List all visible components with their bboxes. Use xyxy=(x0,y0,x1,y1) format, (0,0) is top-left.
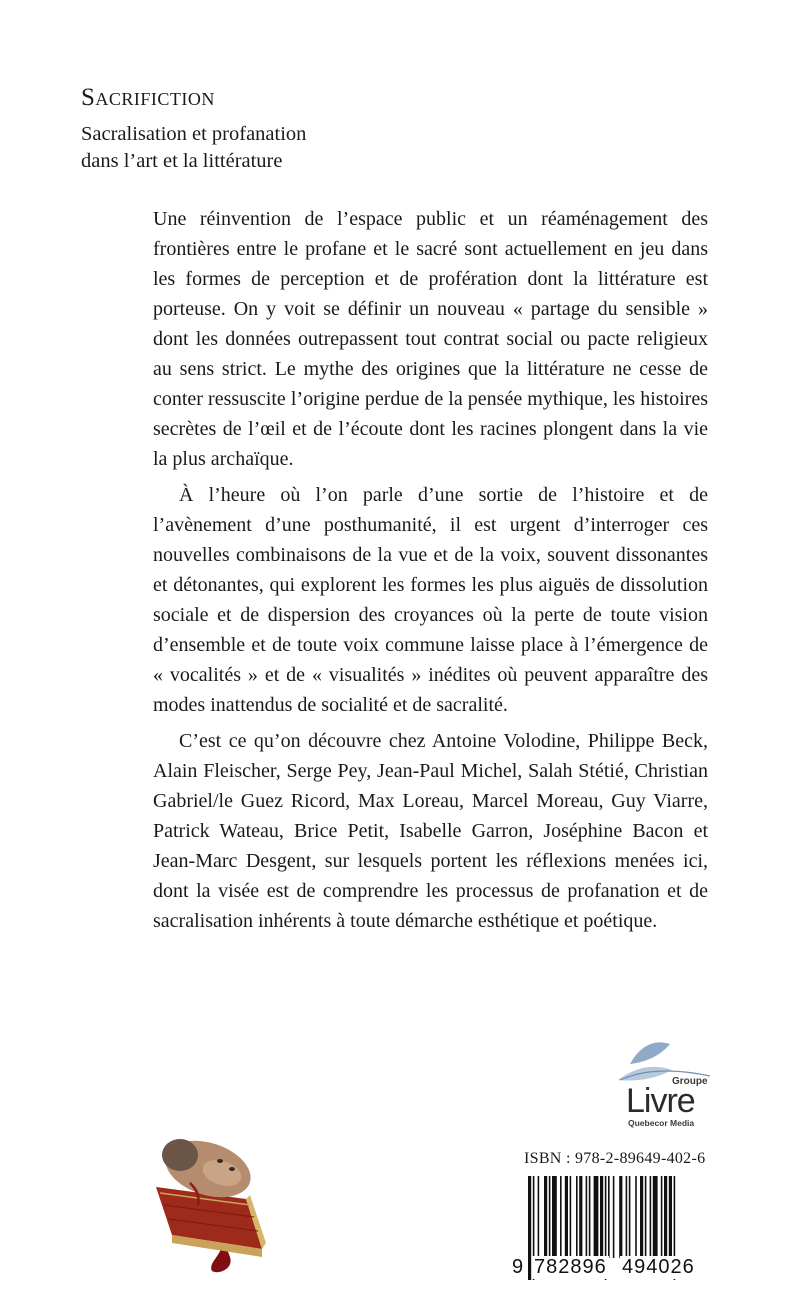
barcode-bar xyxy=(608,1176,610,1258)
barcode-bar xyxy=(640,1176,643,1258)
cover-illustration xyxy=(150,1125,280,1275)
barcode-bar xyxy=(600,1176,603,1258)
barcode-digit-first: 9 xyxy=(512,1256,524,1278)
barcode-bar xyxy=(661,1176,663,1258)
blurb-paragraph-3: C’est ce qu’on découvre chez Antoine Volodine, Philippe Beck, Alain Fleischer, Serge Pey, Jean-Paul Michel, Salah Stétié, Christian Gabriel/le Guez Ricord, Max Loreau, Marcel Moreau, Guy Viarre, Patrick Wateau, Brice Petit, Isabelle Garron, Joséphine Bacon et Jean-Marc Desgent, sur lesquels portent les réflexions menées ici, dont la visée est de comprendre les processus de profanation et de sacralisation inhérents à toute démarche esthétique et poétique. xyxy=(153,730,708,932)
barcode-bar xyxy=(594,1176,599,1258)
barcode-bar xyxy=(613,1176,615,1258)
barcode-bar xyxy=(544,1176,547,1258)
barcode-bar xyxy=(576,1176,578,1258)
blurb-paragraph-2: À l’heure où l’on parle d’une sortie de l’histoire et de l’avènement d’une posthumanité, il est urgent d’interroger ces nouvelles combinaisons de la vue et de la voix, souvent dissonantes et détonantes, qui explorent les formes les plus aiguës de dissolution sociale et de dispersion des croyances où la perte de toute vision d’ensemble et de toute voix commune laisse place à l’émergence de « vocalités » et de « visualités » inédites où peuvent apparaître des modes inattendus de socialité et de sacralité. xyxy=(153,484,708,716)
book-subtitle xyxy=(81,121,401,175)
barcode-bar xyxy=(549,1176,551,1258)
subtitle-line-1: Sacralisation et profanation xyxy=(81,123,307,145)
barcode-digits xyxy=(512,1254,716,1284)
blurb-text xyxy=(153,204,708,942)
barcode-bar xyxy=(650,1176,652,1258)
barcode-bar xyxy=(589,1176,591,1258)
barcode-digits-left: 782896 xyxy=(534,1256,607,1278)
barcode-bar xyxy=(629,1176,631,1258)
blurb-paragraph-1: Une réinvention de l’espace public et un réaménagement des frontières entre le profane et le sacré sont actuellement en jeu dans les formes de perception et de profération dont la littérature est porteuse. On y voit se définir un nouveau « partage du sensible » dont les données outrepassent tout contrat social ou pacte religieux au sens strict. Le mythe des origines que la littérature ne cesse de conter ressuscite l’origine perdue de la pensée mythique, les histoires secrètes de l’œil et de l’écoute dont les racines plongent dans la vie la plus archaïque. xyxy=(153,208,708,470)
barcode-bar xyxy=(565,1176,568,1258)
barcode-bar xyxy=(635,1176,637,1258)
barcode-bar xyxy=(538,1176,540,1258)
logo-groupe-text: Groupe xyxy=(672,1076,708,1087)
book-title: Sacrifiction xyxy=(81,84,215,111)
logo-livre-text: Livre xyxy=(626,1082,695,1120)
barcode-bar xyxy=(586,1176,588,1258)
isbn-label: ISBN : 978-2-89649-402-6 xyxy=(524,1150,706,1167)
barcode-bar xyxy=(570,1176,572,1258)
publisher-logo xyxy=(612,1040,722,1126)
barcode-bar xyxy=(669,1176,672,1258)
barcode-bar xyxy=(619,1176,622,1258)
barcode-bar xyxy=(645,1176,647,1258)
barcode-bar xyxy=(579,1176,582,1258)
barcode-bar xyxy=(653,1176,658,1258)
barcode-bar xyxy=(664,1176,667,1258)
barcode-bar xyxy=(626,1176,628,1258)
subtitle-line-2: dans l’art et la littérature xyxy=(81,150,283,172)
barcode-digits-right: 494026 xyxy=(622,1256,695,1278)
barcode-bar xyxy=(560,1176,562,1258)
logo-quebecor-text: Quebecor Media xyxy=(628,1118,695,1128)
barcode-bar xyxy=(552,1176,557,1258)
